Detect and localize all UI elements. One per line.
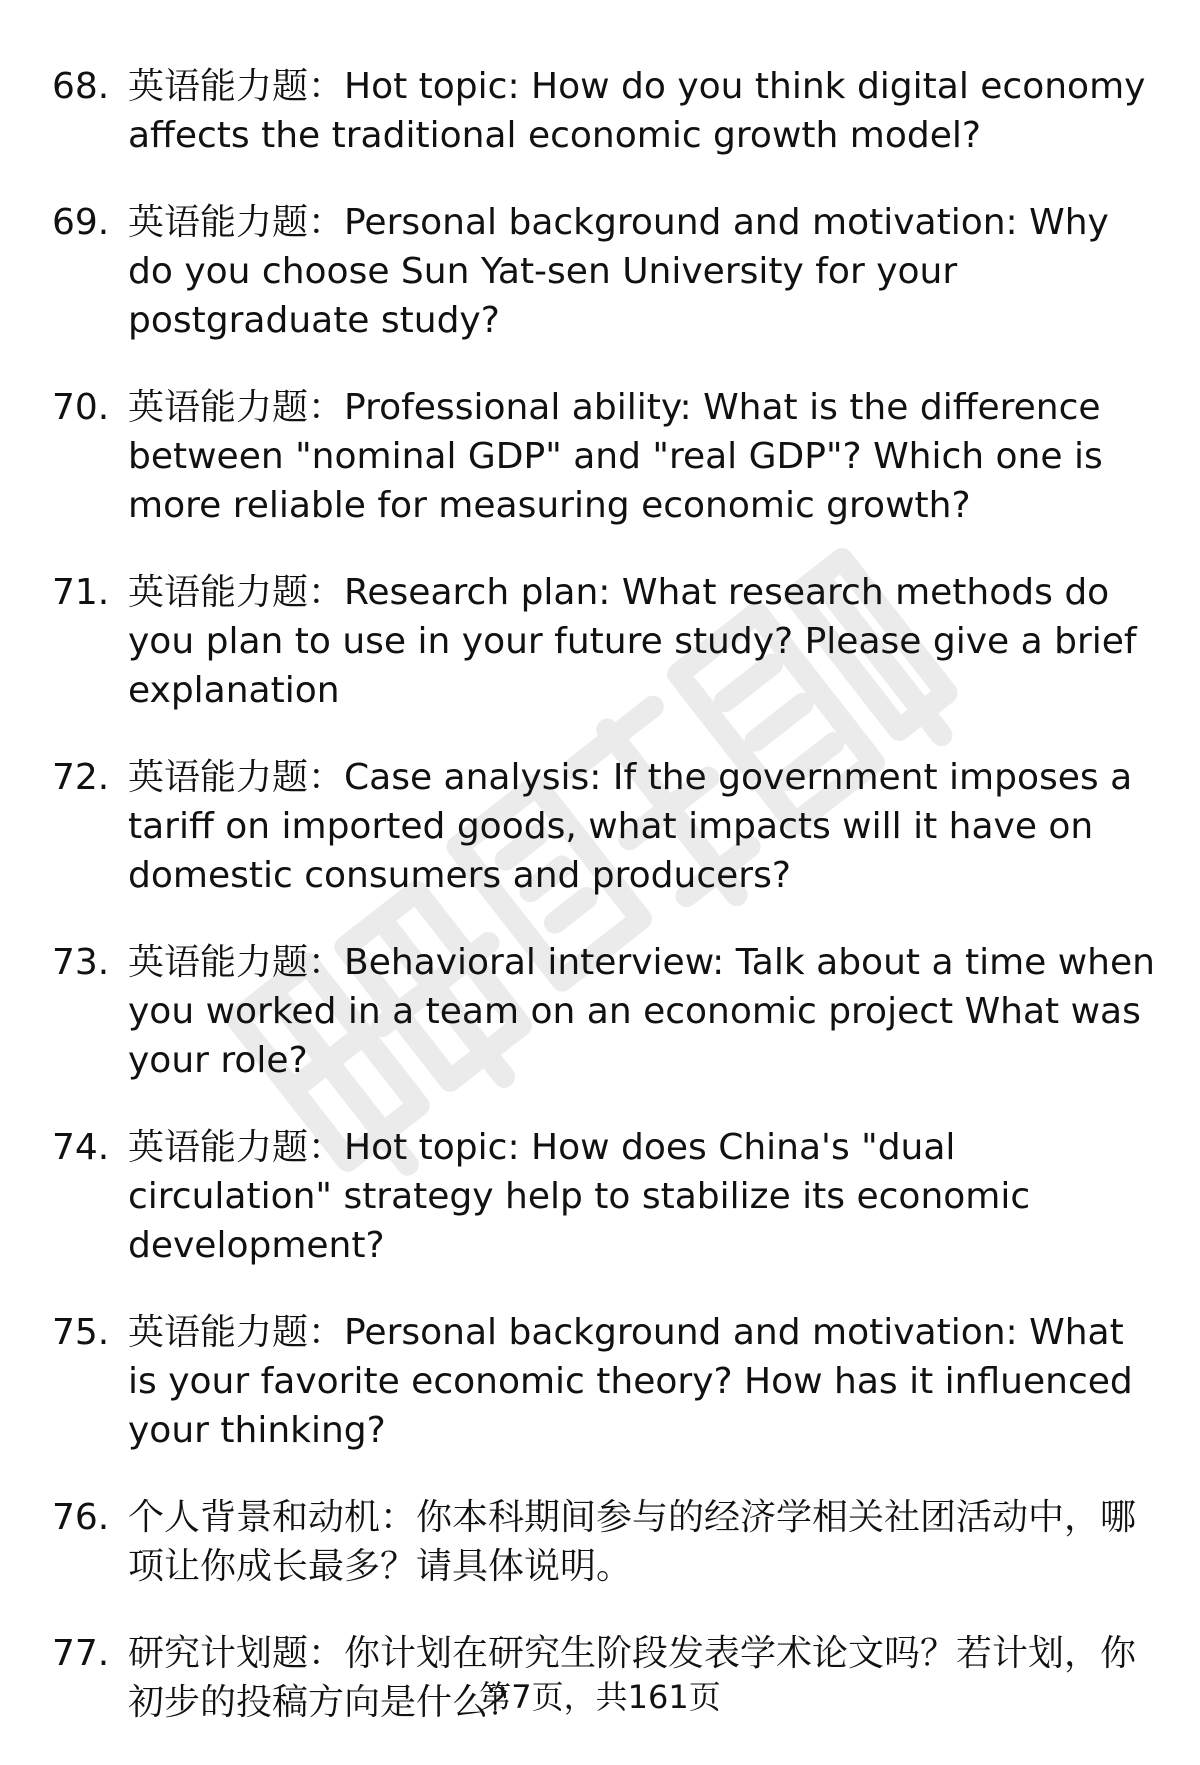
- question-item: [0, 568, 1200, 715]
- question-item: [0, 938, 1200, 1085]
- page-footer: 第7页，共161页: [479, 1678, 721, 1716]
- question-text: 英语能力题：Behavioral interview: Talk about a time when you worked in a team on an economic project What was your role?: [128, 942, 1155, 1081]
- question-text: 个人背景和动机：你本科期间参与的经济学相关社团活动中，哪项让你成长最多？请具体说明。: [128, 1497, 1137, 1587]
- question-text: 英语能力题：Personal background and motivation: What is your favorite economic theory? How has it influenced your thinking?: [128, 1312, 1133, 1451]
- question-number: 77.: [52, 1633, 110, 1674]
- question-number: 72.: [52, 757, 110, 798]
- question-number: 69.: [52, 202, 110, 243]
- question-text: 英语能力题：Personal background and motivation: Why do you choose Sun Yat-sen University for your postgraduate study?: [128, 202, 1109, 341]
- question-number: 73.: [52, 942, 110, 983]
- question-text: 英语能力题：Research plan: What research methods do you plan to use in your future study? Please give a brief explanation: [128, 572, 1137, 711]
- question-number: 75.: [52, 1312, 110, 1353]
- question-item: [0, 1493, 1200, 1591]
- question-text: 英语能力题：Case analysis: If the government imposes a tariff on imported goods, what impacts will it have on domestic consumers and producers?: [128, 757, 1133, 896]
- question-list: [0, 62, 1200, 1765]
- question-text: 英语能力题：Professional ability: What is the difference between "nominal GDP" and "real GDP"? Which one is more reliable for measuring economic growth?: [128, 387, 1103, 526]
- question-number: 74.: [52, 1127, 110, 1168]
- question-number: 76.: [52, 1497, 110, 1538]
- question-text: 研究计划题：你计划在研究生阶段发表学术论文吗？若计划，你初步的投稿方向是什么？: [128, 1633, 1137, 1723]
- question-item: [0, 198, 1200, 345]
- question-number: 71.: [52, 572, 110, 613]
- question-item: [0, 1123, 1200, 1270]
- question-number: 68.: [52, 66, 110, 107]
- question-item: [0, 383, 1200, 530]
- question-item: [0, 62, 1200, 160]
- question-text: 英语能力题：Hot topic: How do you think digital economy affects the traditional economic growth model?: [128, 66, 1146, 156]
- question-number: 70.: [52, 387, 110, 428]
- question-item: [0, 753, 1200, 900]
- question-item: [0, 1308, 1200, 1455]
- question-text: 英语能力题：Hot topic: How does China's "dual circulation" strategy help to stabilize its economic development?: [128, 1127, 1031, 1266]
